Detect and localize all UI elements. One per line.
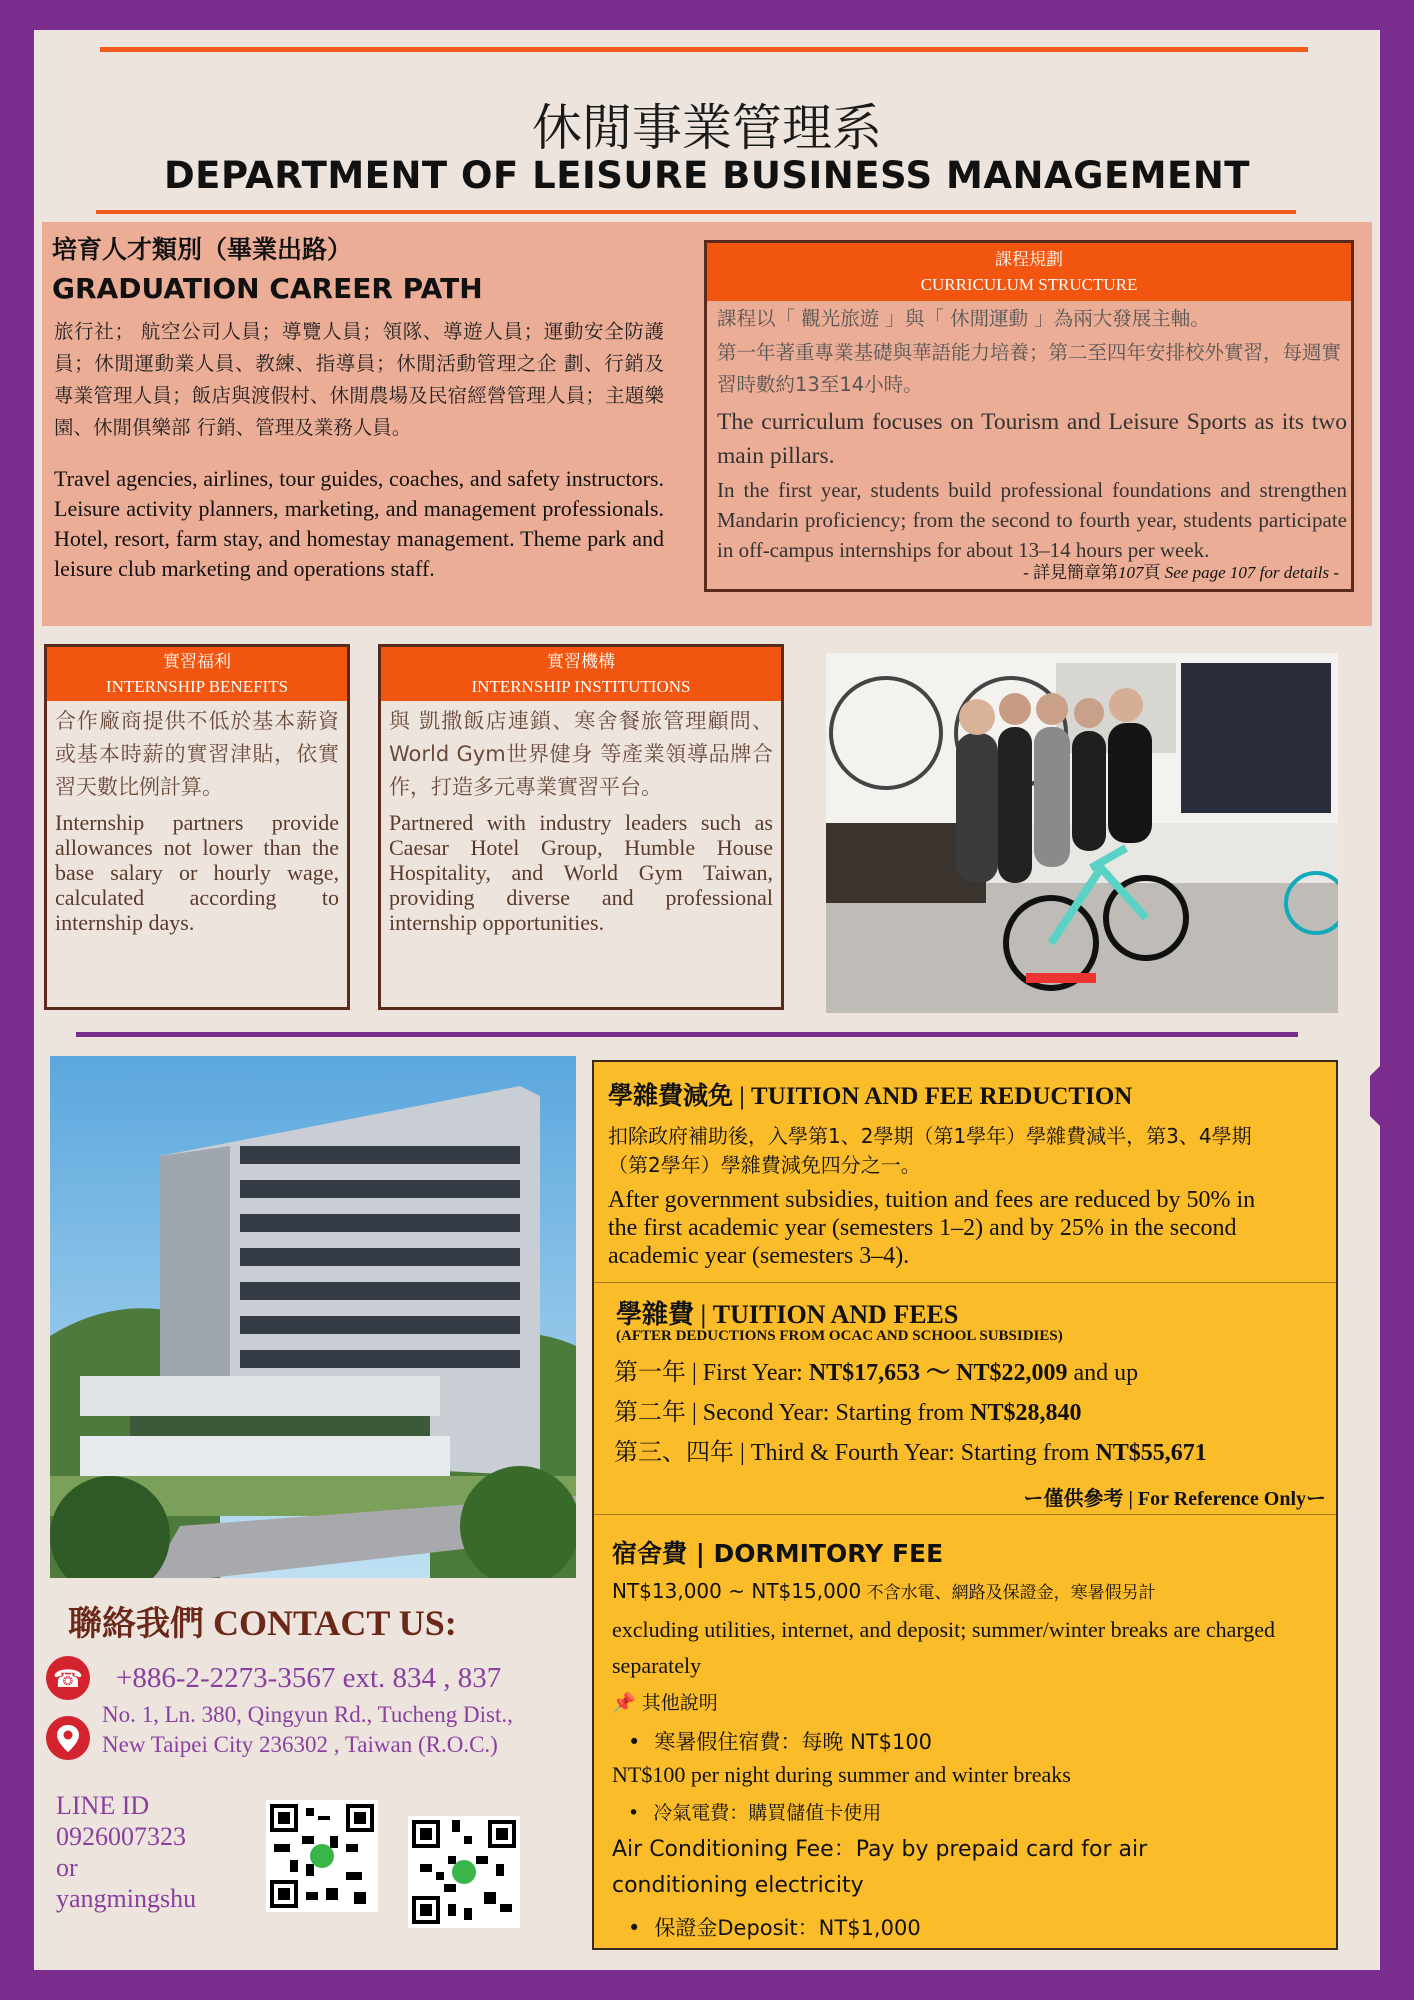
dormitory-heading-en: | DORMITORY FEE — [687, 1539, 944, 1568]
year1-zh: 第一年 — [614, 1358, 686, 1386]
curriculum-body-en-1: The curriculum focuses on Tourism and Leisure Sports as its two main pillars. — [717, 409, 1347, 469]
benefits-heading-en: INTERNSHIP BENEFITS — [105, 677, 289, 696]
institutions-heading-zh: 實習機構 — [547, 652, 615, 671]
career-body-en: Travel agencies, airlines, tour guides, coaches, and safety instructors. Leisure activity planners, marketing, and management professionals. Hotel, resort, farm stay, and homestay management. Theme park and leisure club marketing and operations staff. — [54, 466, 664, 581]
contact-heading-zh: 聯絡我們 — [68, 1604, 204, 1644]
contact-address — [102, 1700, 513, 1760]
fee-divider-1 — [594, 1282, 1336, 1283]
career-heading-zh: 培育人才類別（畢業出路） — [52, 235, 353, 264]
benefits-body-en: Internship partners provide allowances not lower than the base salary or hourly wage, calculated according to internship days. — [55, 810, 339, 935]
note-suffix: 頁 — [1143, 563, 1165, 582]
dormitory-bullet-1-en: NT$100 per night during summer and winter breaks — [612, 1762, 1071, 1787]
qr-code-icon[interactable] — [266, 1800, 378, 1912]
curriculum-body-en-2: In the first year, students build professional foundations and strengthen Mandarin proficiency; from the second to fourth year, students participate in off-campus internships for about 13–14 hours per week. — [717, 478, 1347, 562]
dormitory-bullet-1: • 寒暑假住宿費：每晚 NT$100 — [628, 1726, 932, 1756]
benefits-body-zh: 合作廠商提供不低於基本薪資或基本時薪的實習津貼，依實習天數比例計算。 — [55, 709, 339, 799]
year34-label: | Third & Fourth Year: Starting from — [734, 1440, 1096, 1466]
curriculum-heading-zh: 課程規劃 — [995, 250, 1063, 269]
reduction-heading — [608, 1076, 1132, 1112]
location-pin-icon — [46, 1716, 90, 1760]
internship-benefits-box — [44, 644, 350, 1010]
pin-emoji-icon: 📌 — [612, 1692, 636, 1714]
line-id-block — [56, 1790, 196, 1914]
fees-heading-zh: 學雜費 — [616, 1300, 695, 1330]
benefits-heading-zh: 實習福利 — [163, 652, 231, 671]
note-page: 107 — [1118, 563, 1144, 582]
reduction-body-zh: 扣除政府補助後，入學第1、2學期（第1學年）學雜費減半，第3、4學期（第2學年）學雜費減免四分之一。 — [608, 1124, 1252, 1177]
dormitory-range — [612, 1578, 1156, 1603]
top-orange-rule — [100, 47, 1308, 52]
dormitory-heading — [612, 1534, 943, 1570]
fees-subheading: (AFTER DEDUCTIONS FROM OCAC AND SCHOOL SUBSIDIES) — [616, 1328, 1063, 1344]
dormitory-other — [612, 1688, 718, 1715]
curriculum-body-zh-2: 第一年著重專業基礎與華語能力培養；第二至四年安排校外實習，每週實習時數約13至14小時。 — [717, 341, 1342, 396]
dormitory-range-note-zh: 不含水電、網路及保證金，寒暑假另計 — [861, 1583, 1156, 1603]
line-id-label: LINE ID — [56, 1791, 150, 1820]
section-divider — [76, 1032, 1298, 1037]
svg-text:☎: ☎ — [53, 1665, 83, 1693]
year1-amount: NT$17,653 〜 NT$22,009 — [808, 1360, 1068, 1386]
curriculum-note — [1023, 558, 1339, 583]
qr-code-icon[interactable] — [408, 1816, 520, 1928]
year2-amount: NT$28,840 — [970, 1400, 1082, 1426]
dormitory-bullet-2-en: Air Conditioning Fee：Pay by prepaid card for air conditioning electricity — [612, 1837, 1148, 1898]
year34-amount: NT$55,671 — [1095, 1440, 1207, 1466]
address-line-2: New Taipei City 236302 , Taiwan (R.O.C.) — [102, 1732, 498, 1757]
dormitory-bullet-2: • 冷氣電費：購買儲值卡使用 — [628, 1798, 881, 1825]
fees-reference: ー僅供參考 | For Reference Onlyー — [1023, 1488, 1326, 1510]
fees-heading — [616, 1294, 958, 1331]
curriculum-body-zh-1: 課程以「 觀光旅遊 」與「 休閒運動 」為兩大發展主軸。 — [717, 307, 1210, 330]
dormitory-range-note-en: excluding utilities, internet, and deposit; summer/winter breaks are charged separately — [612, 1617, 1276, 1678]
address-line-1: No. 1, Ln. 380, Qingyun Rd., Tucheng Dist., — [102, 1702, 513, 1727]
line-id-or: or — [56, 1853, 78, 1882]
department-title-en: DEPARTMENT OF LEISURE BUSINESS MANAGEMENT — [163, 154, 1251, 197]
institutions-body-en: Partnered with industry leaders such as Caesar Hotel Group, Humble House Hospitality, and World Gym Taiwan, providing diverse and professional internship opportunities. — [389, 810, 773, 935]
fee-box — [592, 1060, 1338, 1950]
students-bicycle-photo — [826, 653, 1338, 1013]
phone-icon — [46, 1656, 90, 1700]
institutions-heading-en: INTERNSHIP INSTITUTIONS — [471, 677, 691, 696]
note-end: - — [1329, 563, 1339, 582]
year2-label: | Second Year: Starting from — [686, 1400, 971, 1426]
curriculum-heading-en: CURRICULUM STRUCTURE — [920, 275, 1138, 294]
contact-heading-en: CONTACT US: — [213, 1603, 457, 1643]
year34-zh: 第三、四年 — [614, 1438, 734, 1466]
reduction-body-en: After government subsidies, tuition and fees are reduced by 50% in the first academic year (semesters 1–2) and by 25% in the second academic year (semesters 3–4). — [608, 1187, 1256, 1269]
flyer-page — [34, 30, 1380, 1970]
institutions-body-zh: 與 凱撒飯店連鎖、寒舍餐旅管理顧問、World Gym世界健身 等產業領導品牌合作，打造多元專業實習平台。 — [389, 709, 773, 799]
note-prefix: - 詳見簡章第 — [1023, 563, 1119, 582]
curriculum-box — [704, 240, 1354, 592]
fee-year-1 — [614, 1352, 1138, 1387]
line-id-1[interactable]: 0926007323 — [56, 1822, 186, 1851]
institutions-header — [381, 647, 781, 701]
dormitory-other-label: 其他說明 — [641, 1692, 718, 1714]
line-id-2[interactable]: yangmingshu — [56, 1884, 197, 1913]
reduction-heading-en: | TUITION AND FEE REDUCTION — [733, 1083, 1133, 1110]
campus-building-photo — [50, 1056, 576, 1578]
fees-heading-en: | TUITION AND FEES — [694, 1300, 959, 1329]
contact-heading — [68, 1596, 457, 1645]
career-heading-en: GRADUATION CAREER PATH — [52, 272, 483, 305]
dormitory-heading-zh: 宿舍費 — [612, 1539, 688, 1568]
fee-divider-2 — [594, 1514, 1336, 1515]
note-en: See page 107 for details — [1164, 563, 1330, 582]
title-orange-rule — [96, 210, 1296, 214]
benefits-header — [47, 647, 347, 701]
year2-zh: 第二年 — [614, 1398, 686, 1426]
department-title-zh: 休閒事業管理系 — [532, 99, 882, 157]
dormitory-range-amount: NT$13,000 ~ NT$15,000 — [612, 1579, 862, 1603]
contact-phone[interactable]: +886-2-2273-3567 ext. 834 , 837 — [116, 1662, 502, 1694]
fee-year-2 — [614, 1392, 1081, 1427]
reduction-heading-zh: 學雜費減免 — [608, 1081, 734, 1110]
career-body-zh: 旅行社； 航空公司人員；導覽人員；領隊、導遊人員；運動安全防護員；休閒運動業人員、教練、指導員；休閒活動管理之企 劃、行銷及專業管理人員；飯店與渡假村、休閒農場及民宿經營管理人員；主題樂園、休閒俱樂部 行銷、管理及業務人員。 — [54, 320, 664, 439]
decorative-mark — [1370, 1066, 1380, 1126]
year1-suffix: and up — [1067, 1360, 1139, 1386]
internship-institutions-box — [378, 644, 784, 1010]
fee-year-34 — [614, 1432, 1207, 1467]
year1-label: | First Year: — [686, 1360, 809, 1386]
dormitory-bullet-3: • 保證金Deposit：NT$1,000 — [628, 1912, 921, 1942]
curriculum-header — [707, 243, 1351, 301]
